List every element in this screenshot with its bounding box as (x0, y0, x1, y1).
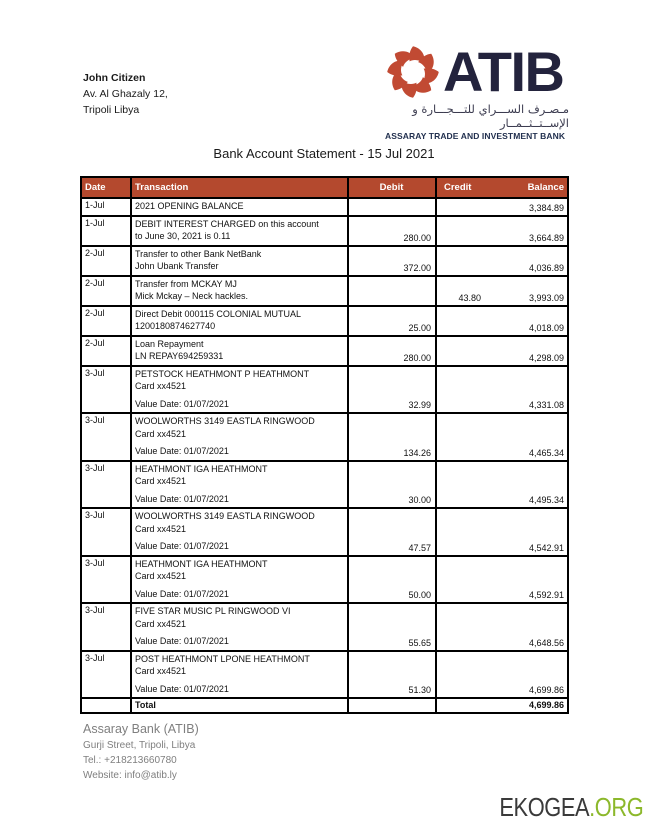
transaction-line: WOOLWORTHS 3149 EASTLA RINGWOOD (135, 416, 315, 426)
transaction-line: Transfer from MCKAY MJ (135, 278, 237, 289)
transaction-line: Value Date: 01/07/2021 (135, 683, 229, 694)
transaction-line: Direct Debit 000115 COLONIAL MUTUAL (135, 308, 302, 319)
credit-amount (436, 508, 491, 556)
debit-amount: 280.00 (348, 336, 436, 366)
transaction-line: DEBIT INTEREST CHARGED on this account (135, 218, 319, 229)
balance-amount: 4,298.09 (491, 336, 568, 366)
transaction-line: Card xx4521 (135, 428, 187, 439)
table-row (81, 508, 568, 556)
transaction-description (131, 198, 348, 216)
credit-amount (436, 461, 491, 509)
debit-amount: 51.30 (348, 651, 436, 699)
credit-amount (436, 216, 491, 246)
balance-amount: 4,542.91 (491, 508, 568, 556)
watermark-tld: .ORG (588, 792, 643, 822)
table-total-row (81, 698, 568, 713)
credit-amount (436, 603, 491, 651)
balance-amount: 4,495.34 (491, 461, 568, 509)
page-title: Bank Account Statement - 15 Jul 2021 (213, 146, 435, 161)
transaction-date: 2-Jul (81, 336, 131, 366)
credit-amount (436, 413, 491, 461)
table-row (81, 216, 568, 246)
transaction-line: Card xx4521 (135, 618, 187, 629)
credit-amount (436, 651, 491, 699)
debit-amount: 55.65 (348, 603, 436, 651)
credit-amount: 43.80 (436, 276, 491, 306)
transaction-date: 1-Jul (81, 198, 131, 216)
table-row (81, 246, 568, 276)
credit-amount (436, 556, 491, 604)
table-row (81, 603, 568, 651)
balance-amount: 4,331.08 (491, 366, 568, 414)
transaction-description (131, 413, 348, 461)
transaction-line: Value Date: 01/07/2021 (135, 541, 229, 551)
debit-amount: 134.26 (348, 413, 436, 461)
table-row (81, 366, 568, 414)
bank-footer (83, 720, 199, 783)
balance-amount: 4,018.09 (491, 306, 568, 336)
brand-wordmark: ATIB (443, 40, 564, 103)
watermark-name: EKOGEA (499, 792, 589, 822)
transaction-description (131, 246, 348, 276)
transaction-description (131, 336, 348, 366)
balance-amount: 4,036.89 (491, 246, 568, 276)
customer-address-line1: Av. Al Ghazaly 12, (83, 88, 168, 100)
total-credit-cell (436, 698, 491, 713)
total-date-cell (81, 698, 131, 713)
transaction-description (131, 508, 348, 556)
balance-amount: 4,465.34 (491, 413, 568, 461)
total-balance: 4,699.86 (491, 698, 568, 713)
transaction-date: 1-Jul (81, 216, 131, 246)
debit-amount (348, 198, 436, 216)
column-header-debit: Debit (348, 177, 436, 198)
transaction-date: 3-Jul (81, 603, 131, 651)
transaction-line: 1200180874627740 (135, 321, 216, 331)
total-label: Total (131, 698, 348, 713)
transaction-description (131, 461, 348, 509)
column-header-balance: Balance (491, 177, 568, 198)
table-row (81, 198, 568, 216)
transaction-line: PETSTOCK HEATHMONT P HEATHMONT (135, 368, 310, 379)
transaction-line: Loan Repayment (135, 338, 204, 349)
table-row (81, 276, 568, 306)
transaction-line: Value Date: 01/07/2021 (135, 446, 229, 456)
transaction-line: WOOLWORTHS 3149 EASTLA RINGWOOD (135, 511, 315, 521)
transaction-line: John Ubank Transfer (135, 261, 219, 271)
statement-rows (81, 198, 568, 698)
transaction-description (131, 651, 348, 699)
customer-address-line2: Tripoli Libya (83, 104, 140, 116)
transaction-line: LN REPAY694259331 (135, 351, 224, 361)
transaction-line: Value Date: 01/07/2021 (135, 493, 229, 504)
column-header-date: Date (81, 177, 131, 198)
bank-logo (385, 40, 569, 141)
transaction-description (131, 276, 348, 306)
pinwheel-flower-icon (385, 44, 441, 100)
credit-amount (436, 336, 491, 366)
transaction-description (131, 556, 348, 604)
transaction-date: 3-Jul (81, 461, 131, 509)
balance-amount: 4,592.91 (491, 556, 568, 604)
ekogea-watermark (499, 793, 643, 821)
transaction-line: Value Date: 01/07/2021 (135, 398, 229, 409)
total-debit-cell (348, 698, 436, 713)
brand-arabic-name: مـصـرف الســـراي للتـــجـــارة و الإســتــثــمــار (412, 102, 569, 130)
table-row (81, 651, 568, 699)
table-row (81, 306, 568, 336)
balance-amount: 3,993.09 (491, 276, 568, 306)
credit-amount (436, 306, 491, 336)
transaction-description (131, 603, 348, 651)
debit-amount: 25.00 (348, 306, 436, 336)
debit-amount: 32.99 (348, 366, 436, 414)
transaction-date: 3-Jul (81, 556, 131, 604)
transaction-line: FIVE STAR MUSIC PL RINGWOOD VI (135, 606, 291, 616)
logo-row (385, 40, 569, 103)
transaction-date: 3-Jul (81, 651, 131, 699)
brand-tagline: ASSARAY TRADE AND INVESTMENT BANK (385, 131, 566, 141)
statement-table (80, 176, 569, 714)
table-row (81, 461, 568, 509)
transaction-line: Value Date: 01/07/2021 (135, 636, 229, 646)
transaction-line: to June 30, 2021 is 0.11 (135, 231, 231, 241)
table-row (81, 413, 568, 461)
transaction-line: Card xx4521 (135, 476, 187, 486)
transaction-line: Card xx4521 (135, 381, 187, 391)
transaction-date: 2-Jul (81, 276, 131, 306)
footer-address: Gurji Street, Tripoli, Libya (83, 740, 196, 751)
debit-amount: 280.00 (348, 216, 436, 246)
footer-tel: Tel.: +218213660780 (83, 755, 177, 766)
customer-name: John Citizen (83, 72, 146, 84)
transaction-line: POST HEATHMONT LPONE HEATHMONT (135, 653, 310, 664)
credit-amount (436, 366, 491, 414)
transaction-line: HEATHMONT IGA HEATHMONT (135, 463, 268, 474)
credit-amount (436, 198, 491, 216)
transaction-line: Value Date: 01/07/2021 (135, 588, 229, 599)
debit-amount (348, 276, 436, 306)
table-header-row (81, 177, 568, 198)
table-row (81, 336, 568, 366)
debit-amount: 50.00 (348, 556, 436, 604)
footer-website: Website: info@atib.ly (83, 770, 177, 781)
transaction-description (131, 306, 348, 336)
debit-amount: 30.00 (348, 461, 436, 509)
balance-amount: 3,664.89 (491, 216, 568, 246)
transaction-date: 2-Jul (81, 306, 131, 336)
debit-amount: 372.00 (348, 246, 436, 276)
transaction-description (131, 216, 348, 246)
transaction-date: 2-Jul (81, 246, 131, 276)
credit-amount (436, 246, 491, 276)
transaction-date: 3-Jul (81, 366, 131, 414)
footer-bank-name: Assaray Bank (ATIB) (83, 722, 199, 736)
column-header-credit: Credit (436, 177, 491, 198)
transaction-date: 3-Jul (81, 413, 131, 461)
balance-amount: 4,699.86 (491, 651, 568, 699)
table-row (81, 556, 568, 604)
transaction-description (131, 366, 348, 414)
transaction-line: 2021 OPENING BALANCE (135, 201, 244, 211)
balance-amount: 4,648.56 (491, 603, 568, 651)
balance-amount: 3,384.89 (491, 198, 568, 216)
transaction-line: Card xx4521 (135, 571, 187, 581)
transaction-date: 3-Jul (81, 508, 131, 556)
transaction-line: Mick Mckay – Neck hackles. (135, 291, 249, 301)
transaction-line: HEATHMONT IGA HEATHMONT (135, 558, 268, 569)
debit-amount: 47.57 (348, 508, 436, 556)
transaction-line: Card xx4521 (135, 666, 187, 676)
transaction-line: Card xx4521 (135, 523, 187, 534)
customer-block (83, 70, 168, 118)
column-header-transaction: Transaction (131, 177, 348, 198)
transaction-line: Transfer to other Bank NetBank (135, 248, 262, 259)
